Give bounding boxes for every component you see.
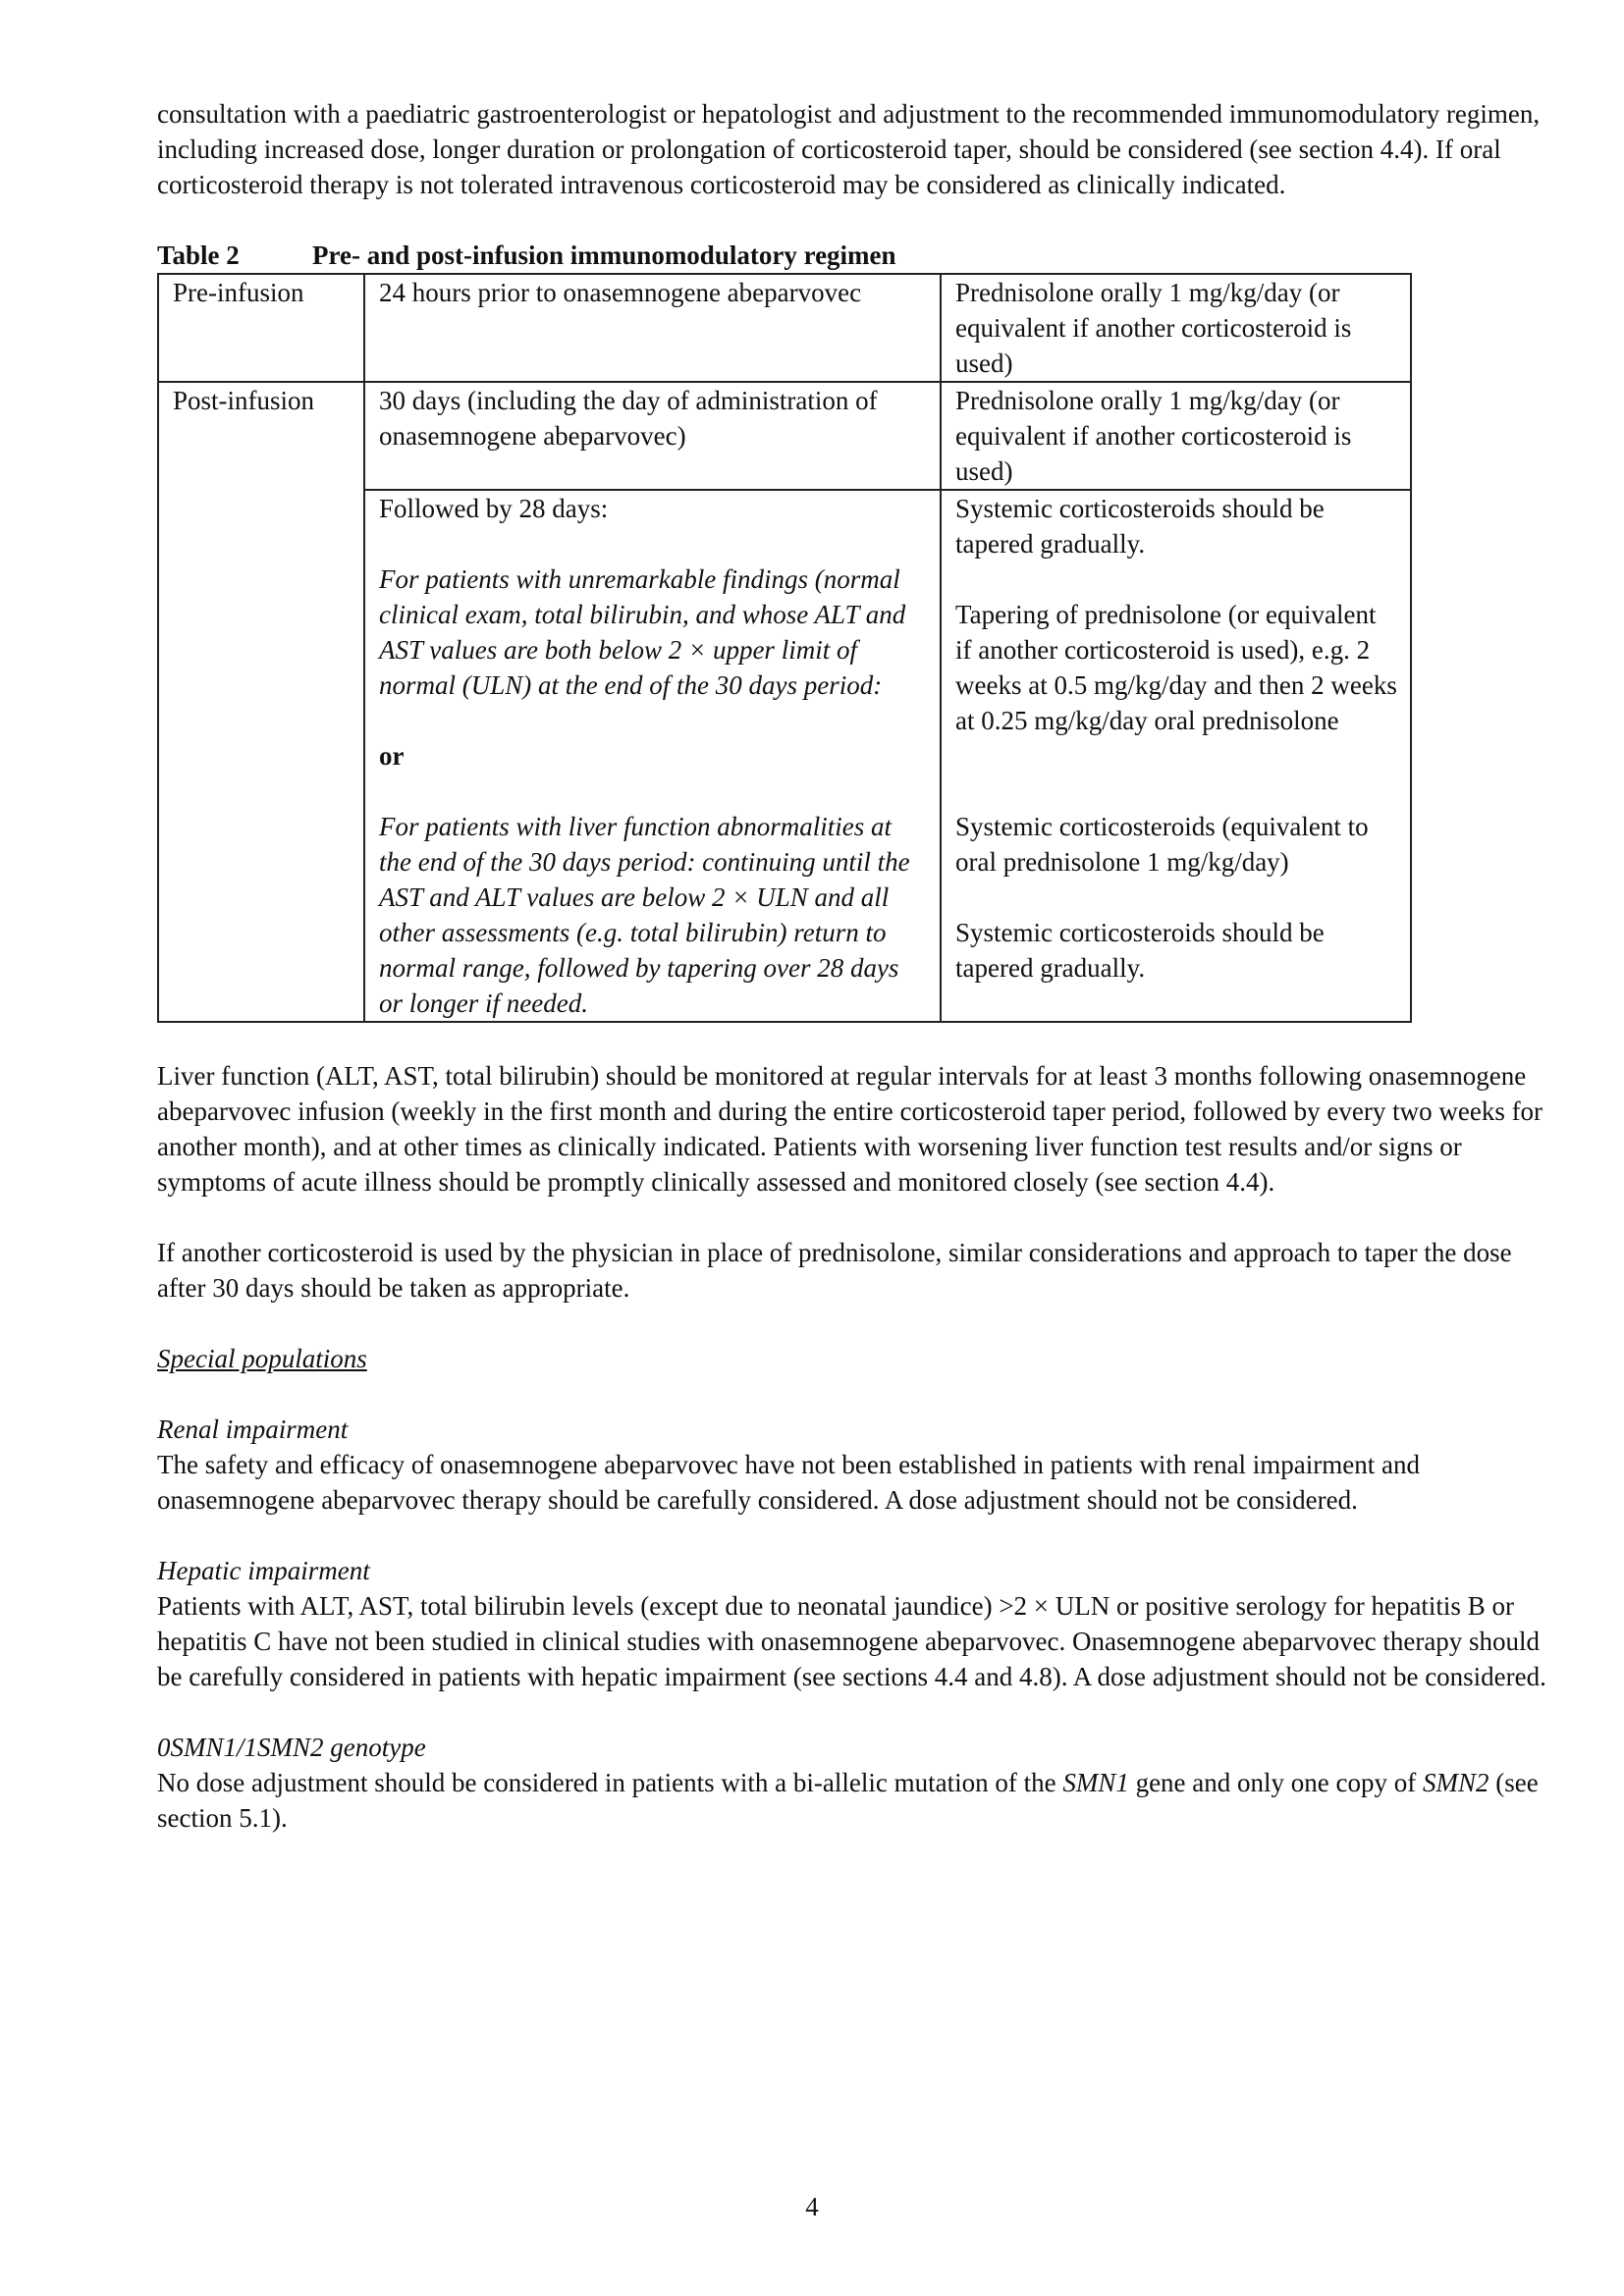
systemic-dose: Systemic corticosteroids (equivalent to oral prednisolone 1 mg/kg/day): [955, 812, 1369, 877]
renal-heading: Renal impairment: [157, 1415, 349, 1444]
hepatic-heading: Hepatic impairment: [157, 1556, 370, 1585]
taper-general: Systemic corticosteroids should be tapered gradually.: [955, 494, 1325, 559]
table-row: [158, 382, 1411, 490]
genotype-text: No dose adjustment should be considered in patients with a bi-allelic mutation of the SMN1 gene and only one copy of SMN2 (see section 5.1).: [157, 1768, 1539, 1833]
table-title: Pre- and post-infusion immunomodulatory regimen: [312, 240, 896, 270]
regimen-table: [157, 273, 1412, 1023]
hepatic-text: Patients with ALT, AST, total bilirubin levels (except due to neonatal jaundice) >2 × ULN or positive serology for hepatitis B or hepatitis C have not been studied in clinical studies with onasemnogene abeparvovec. Onasemnogene abeparvovec therapy should be carefully considered in patients with hepatic impairment (see sections 4.4 and 4.8). A dose adjustment should not be considered.: [157, 1591, 1546, 1691]
gene-smn2: SMN2: [1422, 1768, 1489, 1797]
abnormal-condition: For patients with liver function abnormalities at the end of the 30 days period: continuing until the AST and ALT values are below 2 × ULN and all other assessments (e.g. total bilirubin) return to normal range, followed by tapering over 28 days or longer if needed.: [379, 812, 910, 1018]
or-label: or: [379, 741, 405, 771]
taper-final: Systemic corticosteroids should be tapered gradually.: [955, 918, 1325, 983]
taper-cell: [941, 490, 1411, 1022]
pre-infusion-label: Pre-infusion: [158, 274, 364, 382]
followed-intro: Followed by 28 days:: [379, 494, 609, 523]
taper-detail: Tapering of prednisolone (or equivalent if another corticosteroid is used), e.g. 2 weeks at 0.5 mg/kg/day and then 2 weeks at 0.25 mg/kg/day oral prednisolone: [955, 600, 1397, 735]
post-infusion-dose: Prednisolone orally 1 mg/kg/day (or equivalent if another corticosteroid is used): [941, 382, 1411, 490]
table-caption: [157, 238, 1551, 273]
liver-paragraph: Liver function (ALT, AST, total bilirubin) should be monitored at regular intervals for at least 3 months following onasemnogene abeparvovec infusion (weekly in the first month and during the entire corticosteroid taper period, followed by every two weeks for another month), and at other times as clinically indicated. Patients with worsening liver function test results and/or signs or symptoms of acute illness should be promptly clinically assessed and monitored closely (see section 4.4).: [157, 1061, 1543, 1197]
post-infusion-timing: 30 days (including the day of administration of onasemnogene abeparvovec): [364, 382, 941, 490]
page-number: 4: [805, 2192, 819, 2221]
document-page: [157, 96, 1551, 1836]
followed-by-cell: [364, 490, 941, 1022]
table-number: Table 2: [157, 240, 240, 270]
genotype-heading: 0SMN1/1SMN2 genotype: [157, 1733, 426, 1762]
unremarkable-condition: For patients with unremarkable findings (normal clinical exam, total bilirubin, and whose ALT and AST values are both below 2 × upper limit of normal (ULN) at the end of the 30 days period:: [379, 564, 906, 700]
renal-text: The safety and efficacy of onasemnogene abeparvovec have not been established in patients with renal impairment and onasemnogene abeparvovec therapy should be carefully considered. A dose adjustment should not be considered.: [157, 1450, 1421, 1515]
gene-smn1: SMN1: [1062, 1768, 1129, 1797]
special-populations-heading: Special populations: [157, 1344, 367, 1373]
table-row: [158, 274, 1411, 382]
pre-infusion-timing: 24 hours prior to onasemnogene abeparvovec: [364, 274, 941, 382]
other-steroid-paragraph: If another corticosteroid is used by the physician in place of prednisolone, similar considerations and approach to taper the dose after 30 days should be taken as appropriate.: [157, 1238, 1512, 1303]
intro-paragraph: consultation with a paediatric gastroenterologist or hepatologist and adjustment to the recommended immunomodulatory regimen, including increased dose, longer duration or prolongation of corticosteroid taper, should be considered (see section 4.4). If oral corticosteroid therapy is not tolerated intravenous corticosteroid may be considered as clinically indicated.: [157, 99, 1541, 199]
post-infusion-label: Post-infusion: [158, 382, 364, 1022]
pre-infusion-dose: Prednisolone orally 1 mg/kg/day (or equivalent if another corticosteroid is used): [941, 274, 1411, 382]
